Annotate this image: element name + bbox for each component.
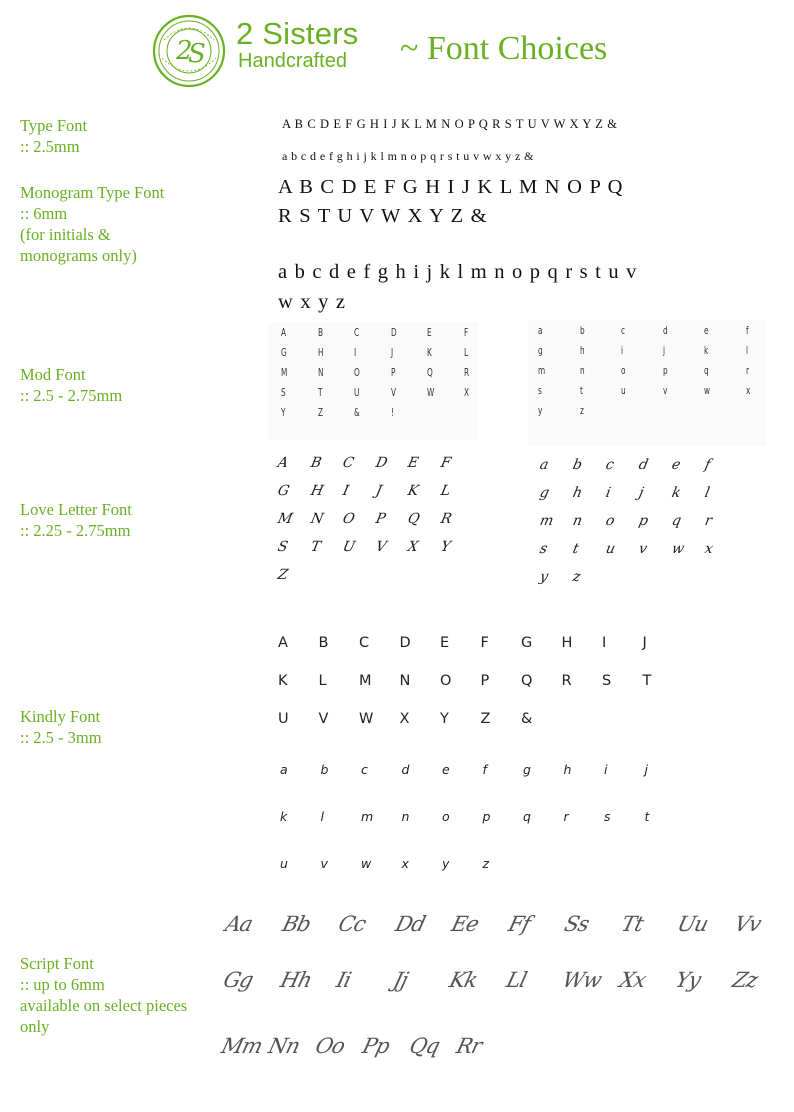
kindly-glyph: g bbox=[523, 762, 531, 777]
mod-glyph: X bbox=[463, 387, 469, 399]
script-glyph-pair: Gg bbox=[221, 968, 256, 992]
mod-glyph: o bbox=[621, 365, 626, 377]
brand-name: 2 Sisters bbox=[236, 16, 359, 51]
label-mod-font: Mod Font :: 2.5 - 2.75mm bbox=[20, 365, 123, 405]
kindly-glyph: E bbox=[440, 635, 450, 651]
mod-glyph: v bbox=[662, 385, 667, 397]
love-letter-glyph: E bbox=[406, 455, 420, 471]
kindly-glyph: B bbox=[318, 635, 329, 651]
kindly-glyph: P bbox=[480, 673, 490, 689]
kindly-glyph: q bbox=[523, 809, 531, 824]
mod-glyph: E bbox=[427, 327, 432, 339]
kindly-glyph: i bbox=[604, 762, 608, 777]
mod-glyph: G bbox=[281, 347, 287, 359]
love-letter-uppercase-grid bbox=[278, 455, 473, 583]
kindly-glyph: a bbox=[280, 762, 288, 777]
love-letter-glyph: i bbox=[604, 485, 613, 501]
love-letter-glyph: L bbox=[438, 483, 452, 499]
kindly-glyph: I bbox=[602, 635, 607, 651]
kindly-lowercase-grid bbox=[280, 762, 685, 871]
mod-glyph: Z bbox=[317, 407, 323, 419]
love-letter-glyph: r bbox=[703, 513, 714, 529]
label-love-letter-font: Love Letter Font :: 2.25 - 2.75mm bbox=[20, 500, 132, 540]
mod-glyph: e bbox=[704, 325, 709, 337]
mod-glyph: T bbox=[317, 387, 322, 399]
kindly-glyph: n bbox=[401, 809, 410, 824]
label-monogram-font: Monogram Type Font :: 6mm (for initials & monograms only) bbox=[20, 183, 165, 265]
mod-glyph: C bbox=[354, 327, 360, 339]
kindly-glyph: l bbox=[320, 809, 324, 824]
kindly-glyph: e bbox=[442, 762, 450, 777]
mod-glyph: b bbox=[579, 325, 585, 337]
kindly-glyph: z bbox=[482, 856, 490, 871]
love-letter-glyph: X bbox=[406, 539, 420, 555]
mod-glyph: f bbox=[745, 325, 749, 337]
script-glyph-pair: Rr bbox=[454, 1034, 484, 1058]
kindly-glyph: W bbox=[359, 711, 374, 727]
mod-glyph: M bbox=[281, 367, 288, 379]
kindly-glyph: y bbox=[442, 856, 450, 871]
kindly-glyph: h bbox=[563, 762, 572, 777]
mod-glyph: z bbox=[579, 405, 584, 417]
mod-glyph: F bbox=[463, 327, 468, 339]
love-letter-glyph: n bbox=[571, 513, 584, 529]
kindly-glyph: O bbox=[440, 673, 452, 689]
mod-glyph: p bbox=[662, 365, 668, 377]
love-letter-glyph: d bbox=[637, 457, 650, 473]
kindly-glyph: K bbox=[278, 673, 288, 689]
mod-glyph: W bbox=[427, 387, 435, 399]
mod-glyph: U bbox=[354, 387, 360, 399]
type-font-uppercase: A B C D E F G H I J K L M N O P Q R S T U V W X Y Z & bbox=[282, 117, 618, 131]
mod-glyph: & bbox=[354, 407, 360, 419]
mod-font-lowercase-grid bbox=[538, 325, 787, 417]
kindly-glyph: M bbox=[359, 673, 372, 689]
script-glyph-pair: Ww bbox=[560, 968, 604, 992]
kindly-glyph: & bbox=[521, 711, 533, 727]
mod-glyph: Q bbox=[427, 367, 433, 379]
mod-glyph: D bbox=[390, 327, 397, 339]
mod-glyph: j bbox=[662, 345, 665, 357]
kindly-glyph: t bbox=[644, 809, 650, 824]
kindly-glyph: F bbox=[480, 635, 489, 651]
kindly-glyph: f bbox=[482, 762, 487, 777]
kindly-glyph: u bbox=[280, 856, 288, 871]
love-letter-glyph: c bbox=[604, 457, 616, 473]
love-letter-glyph: Z bbox=[276, 567, 290, 583]
script-glyph-pair: Bb bbox=[279, 912, 313, 936]
mod-glyph: s bbox=[538, 385, 542, 397]
love-letter-glyph: B bbox=[308, 455, 323, 471]
svg-text:S: S bbox=[188, 39, 206, 69]
brand-subtitle: Handcrafted bbox=[238, 50, 347, 72]
script-row-3 bbox=[219, 1034, 504, 1058]
mod-glyph: q bbox=[704, 365, 709, 377]
kindly-glyph: r bbox=[563, 809, 569, 824]
script-glyph-pair: Oo bbox=[313, 1034, 347, 1058]
love-letter-glyph: s bbox=[538, 541, 549, 557]
kindly-glyph: N bbox=[399, 673, 411, 689]
mod-glyph: J bbox=[390, 347, 393, 359]
mod-glyph: i bbox=[621, 345, 624, 357]
mod-glyph: n bbox=[579, 365, 585, 377]
mod-glyph: K bbox=[427, 347, 432, 359]
script-glyph-pair: Ff bbox=[505, 912, 532, 936]
love-letter-glyph: F bbox=[438, 455, 452, 471]
script-glyph-pair: Jj bbox=[390, 968, 410, 992]
mod-glyph: l bbox=[745, 345, 748, 357]
kindly-glyph: m bbox=[361, 809, 374, 824]
love-letter-glyph: A bbox=[276, 455, 290, 471]
love-letter-glyph: Y bbox=[438, 539, 452, 555]
label-type-font: Type Font :: 2.5mm bbox=[20, 116, 88, 156]
kindly-glyph: D bbox=[399, 635, 411, 651]
mod-glyph: S bbox=[281, 387, 286, 399]
monogram-line: w x y z bbox=[278, 291, 347, 313]
type-font-lowercase: a b c d e f g h i j k l m n o p q r s t u v w x y z & bbox=[282, 149, 534, 163]
love-letter-glyph: O bbox=[341, 511, 357, 527]
kindly-glyph: p bbox=[482, 809, 491, 824]
monogram-line: R S T U V W X Y Z & bbox=[278, 205, 488, 227]
script-glyph-pair: Tt bbox=[618, 912, 645, 936]
mod-glyph: a bbox=[538, 325, 543, 337]
kindly-glyph: v bbox=[320, 856, 328, 871]
script-glyph-pair: Vv bbox=[731, 912, 763, 936]
script-glyph-pair: Nn bbox=[266, 1034, 302, 1058]
love-letter-glyph: f bbox=[703, 457, 712, 473]
mod-font-uppercase-grid bbox=[281, 327, 500, 419]
love-letter-glyph: l bbox=[703, 485, 712, 501]
mod-glyph: k bbox=[704, 345, 709, 357]
love-letter-glyph: R bbox=[438, 511, 453, 527]
mod-glyph: L bbox=[463, 347, 468, 359]
love-letter-glyph: I bbox=[341, 483, 351, 499]
love-letter-glyph: o bbox=[604, 513, 617, 529]
kindly-glyph: Y bbox=[440, 711, 449, 727]
love-letter-glyph: y bbox=[538, 569, 550, 585]
svg-text:2: 2 bbox=[176, 36, 193, 66]
love-letter-glyph: j bbox=[637, 485, 646, 501]
script-glyph-pair: Ll bbox=[503, 968, 529, 992]
love-letter-glyph: P bbox=[373, 511, 387, 527]
monogram-line: A B C D E F G H I J K L M N O P Q bbox=[278, 176, 624, 198]
script-row-1 bbox=[223, 912, 791, 936]
script-glyph-pair: Ee bbox=[449, 912, 481, 936]
love-letter-glyph: a bbox=[538, 457, 551, 473]
script-glyph-pair: Pp bbox=[360, 1034, 392, 1058]
script-glyph-pair: Kk bbox=[447, 968, 480, 992]
love-letter-glyph: D bbox=[373, 455, 389, 471]
love-letter-glyph: M bbox=[276, 511, 295, 527]
script-glyph-pair: Mm bbox=[219, 1034, 265, 1058]
love-letter-glyph: N bbox=[308, 511, 325, 527]
kindly-glyph: T bbox=[642, 673, 652, 689]
kindly-glyph: Q bbox=[521, 673, 533, 689]
love-letter-glyph: Q bbox=[406, 511, 422, 527]
kindly-glyph: J bbox=[642, 635, 647, 651]
love-letter-lowercase-grid bbox=[540, 457, 738, 585]
mod-glyph: g bbox=[538, 345, 543, 357]
brand-seal-logo bbox=[152, 14, 226, 88]
script-glyph-pair: Yy bbox=[673, 968, 703, 992]
kindly-uppercase-grid bbox=[278, 635, 683, 727]
script-glyph-pair: Ii bbox=[334, 968, 354, 992]
mod-glyph: I bbox=[354, 347, 357, 359]
love-letter-glyph: K bbox=[406, 483, 421, 499]
kindly-glyph: k bbox=[280, 809, 288, 824]
mod-glyph: B bbox=[317, 327, 323, 339]
kindly-glyph: d bbox=[401, 762, 410, 777]
script-glyph-pair: Qq bbox=[407, 1034, 442, 1058]
love-letter-glyph: w bbox=[670, 541, 686, 557]
mod-glyph: d bbox=[662, 325, 668, 337]
love-letter-glyph: H bbox=[308, 483, 325, 499]
mod-glyph: ! bbox=[390, 407, 394, 419]
love-letter-glyph: J bbox=[373, 483, 383, 499]
script-glyph-pair: Dd bbox=[392, 912, 427, 936]
kindly-glyph: L bbox=[318, 673, 327, 689]
kindly-glyph: o bbox=[442, 809, 450, 824]
kindly-glyph: G bbox=[521, 635, 533, 651]
love-letter-glyph: V bbox=[373, 539, 388, 555]
love-letter-glyph: k bbox=[670, 485, 683, 501]
love-letter-glyph: e bbox=[670, 457, 682, 473]
mod-glyph: t bbox=[579, 385, 583, 397]
script-glyph-pair: Aa bbox=[223, 912, 255, 936]
mod-glyph: V bbox=[390, 387, 396, 399]
kindly-glyph: s bbox=[604, 809, 611, 824]
script-glyph-pair: Zz bbox=[729, 968, 760, 992]
kindly-glyph: C bbox=[359, 635, 370, 651]
love-letter-glyph: b bbox=[571, 457, 584, 473]
love-letter-glyph: v bbox=[637, 541, 649, 557]
mod-glyph: R bbox=[463, 367, 469, 379]
love-letter-glyph: z bbox=[571, 569, 583, 585]
love-letter-glyph: g bbox=[538, 485, 551, 501]
mod-glyph: x bbox=[745, 385, 750, 397]
kindly-glyph: S bbox=[602, 673, 612, 689]
script-glyph-pair: Uu bbox=[675, 912, 711, 936]
love-letter-glyph: u bbox=[604, 541, 617, 557]
kindly-glyph: A bbox=[278, 635, 288, 651]
love-letter-glyph: q bbox=[670, 513, 683, 529]
label-script-font: Script Font :: up to 6mm available on select pieces only bbox=[20, 954, 188, 1036]
kindly-glyph: Z bbox=[480, 711, 491, 727]
kindly-glyph: V bbox=[318, 711, 329, 727]
kindly-glyph: X bbox=[399, 711, 410, 727]
love-letter-glyph: U bbox=[341, 539, 357, 555]
mod-glyph: c bbox=[621, 325, 626, 337]
mod-glyph: h bbox=[579, 345, 585, 357]
love-letter-glyph: T bbox=[308, 539, 322, 555]
kindly-glyph: U bbox=[278, 711, 289, 727]
mod-glyph: r bbox=[745, 365, 749, 377]
love-letter-glyph: m bbox=[538, 513, 555, 529]
kindly-glyph: x bbox=[401, 856, 409, 871]
mod-glyph: u bbox=[621, 385, 626, 397]
monogram-line: a b c d e f g h i j k l m n o p q r s t u v bbox=[278, 261, 638, 283]
mod-glyph: Y bbox=[281, 407, 286, 419]
script-glyph-pair: Ss bbox=[562, 912, 592, 936]
love-letter-glyph: t bbox=[571, 541, 581, 557]
love-letter-glyph: p bbox=[637, 513, 650, 529]
love-letter-glyph: C bbox=[341, 455, 356, 471]
mod-glyph: O bbox=[354, 367, 360, 379]
mod-glyph: H bbox=[317, 347, 324, 359]
script-glyph-pair: Cc bbox=[336, 912, 368, 936]
love-letter-glyph: h bbox=[571, 485, 584, 501]
mod-glyph: w bbox=[704, 385, 711, 397]
label-kindly-font: Kindly Font :: 2.5 - 3mm bbox=[20, 707, 102, 747]
love-letter-glyph: S bbox=[276, 539, 290, 555]
mod-glyph: A bbox=[281, 327, 287, 339]
kindly-glyph: b bbox=[320, 762, 329, 777]
kindly-glyph: H bbox=[561, 635, 573, 651]
script-glyph-pair: Hh bbox=[277, 968, 314, 992]
script-row-2 bbox=[221, 968, 789, 992]
love-letter-glyph: x bbox=[703, 541, 715, 557]
page-title: ~ Font Choices bbox=[400, 30, 608, 67]
script-glyph-pair: Xx bbox=[616, 968, 648, 992]
mod-glyph: m bbox=[538, 365, 546, 377]
mod-glyph: N bbox=[317, 367, 324, 379]
kindly-glyph: R bbox=[561, 673, 572, 689]
kindly-glyph: c bbox=[361, 762, 368, 777]
kindly-glyph: j bbox=[644, 762, 648, 777]
love-letter-glyph: G bbox=[276, 483, 291, 499]
kindly-glyph: w bbox=[361, 856, 372, 871]
mod-glyph: y bbox=[538, 405, 543, 417]
mod-glyph: P bbox=[390, 367, 395, 379]
